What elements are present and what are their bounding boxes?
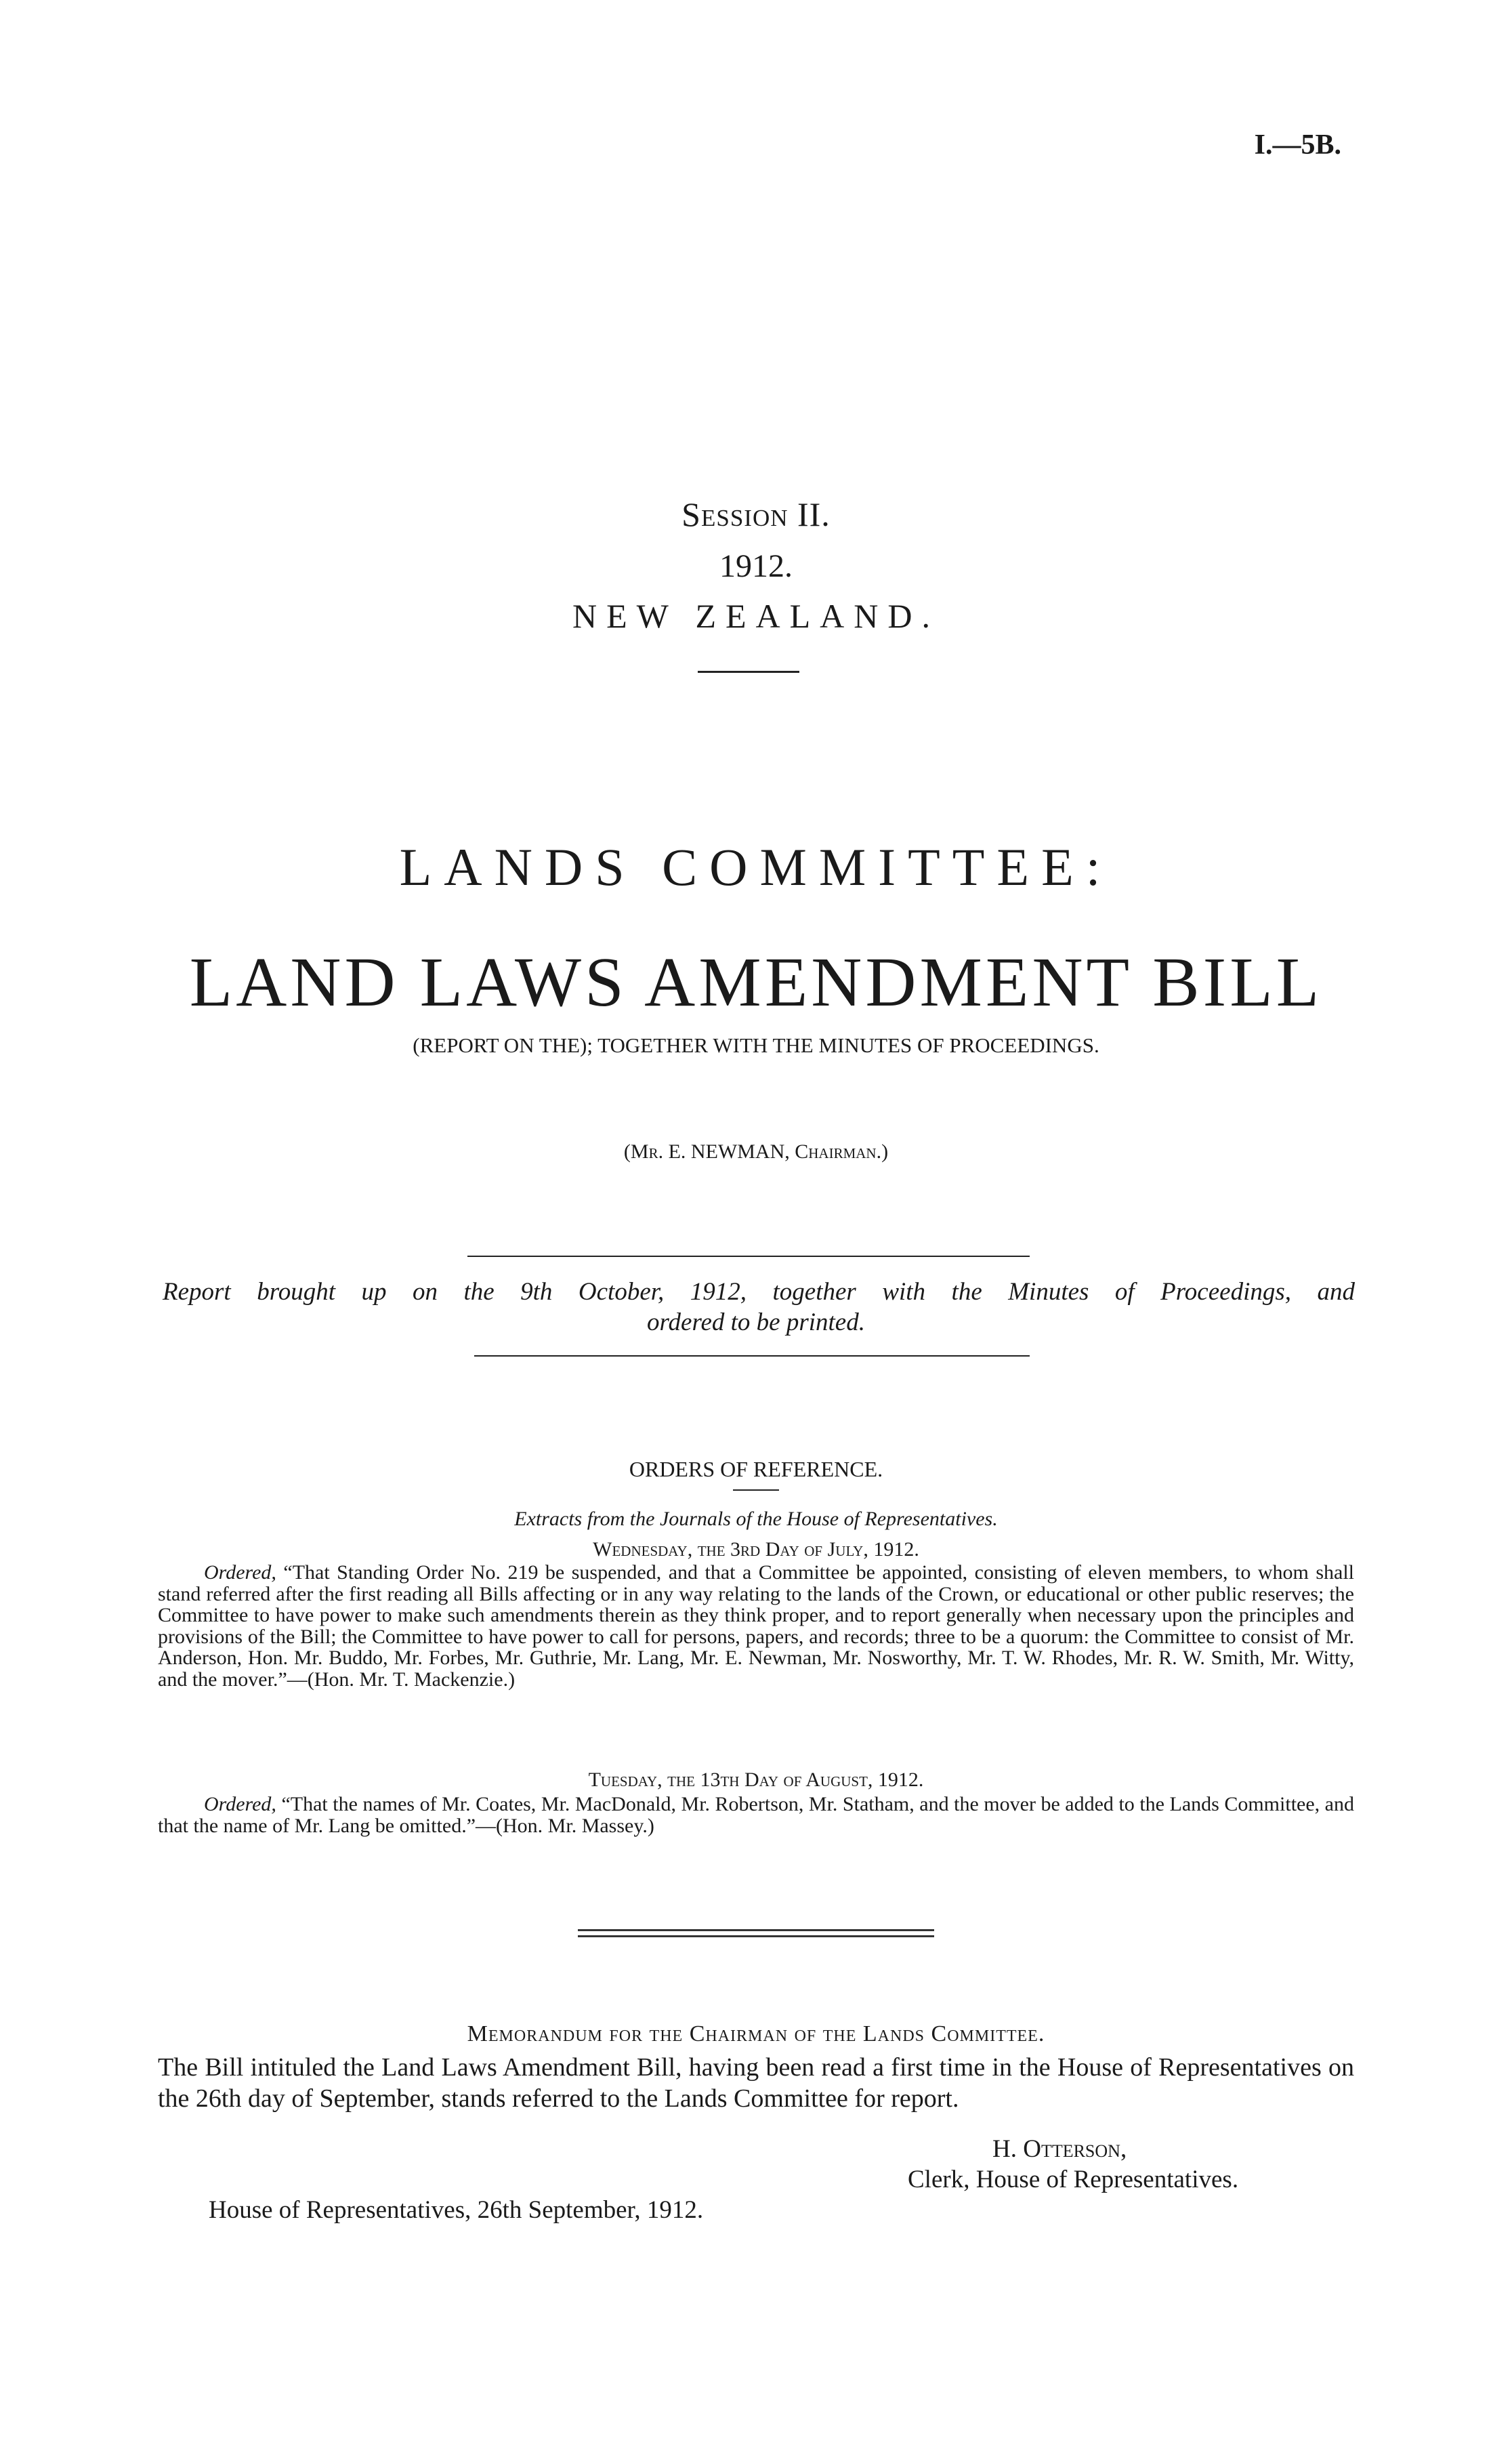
journal-extract-line: Extracts from the Journals of the House of Representatives. bbox=[514, 1508, 998, 1530]
memorandum-heading: Memorandum for the Chairman of the Lands Committee. bbox=[467, 2021, 1045, 2046]
committee-heading: LANDS COMMITTEE: bbox=[399, 838, 1113, 896]
memorandum-place-date: House of Representatives, 26th September, 1912. bbox=[209, 2196, 704, 2224]
title-rule bbox=[698, 671, 799, 673]
chairman-line: (Mr. E. NEWMAN, Chairman.) bbox=[623, 1140, 889, 1163]
report-subtitle: (REPORT ON THE); TOGETHER WITH THE MINUTES OF PROCEEDINGS. bbox=[413, 1033, 1099, 1057]
memorandum-body: The Bill intituled the Land Laws Amendment Bill, having been read a first time in the House of Representatives on the 26th day of September, stands referred to the Lands Committee for report. bbox=[158, 2053, 1354, 2113]
paper-number: I.—5B. bbox=[1254, 129, 1341, 161]
order1-label: Ordered, bbox=[204, 1561, 276, 1584]
order2-label: Ordered, bbox=[204, 1793, 276, 1815]
country-label: NEW ZEALAND. bbox=[572, 597, 940, 635]
rule-below-report bbox=[474, 1355, 1030, 1357]
order2-date: Tuesday, the 13th Day of August, 1912. bbox=[588, 1769, 924, 1791]
report-brought-up-line2: ordered to be printed. bbox=[647, 1308, 865, 1336]
section-double-rule bbox=[578, 1929, 934, 1937]
order2-text: “That the names of Mr. Coates, Mr. MacDonald, Mr. Robertson, Mr. Statham, and the mover be added to the Lands Committee, and that the name of Mr. Lang be omitted.”—(Hon. Mr. Massey.) bbox=[158, 1793, 1354, 1837]
order1-paragraph bbox=[158, 1562, 1354, 1690]
order1-date: Wednesday, the 3rd Day of July, 1912. bbox=[593, 1538, 919, 1561]
rule-above-report bbox=[467, 1256, 1030, 1257]
session-label: Session II. bbox=[681, 495, 831, 533]
signatory-name: H. Otterson, bbox=[992, 2135, 1127, 2163]
order1-text: “That Standing Order No. 219 be suspended, and that a Committee be appointed, consisting of eleven members, to whom shall stand referred after the first reading all Bills affecting or in any way relating to the lands of the Crown, or educational or other public reserves; the Committee to have power to make such amendments therein as they think proper, and to report generally when necessary upon the principles and provisions of the Bill; the Committee to have power to call for persons, papers, and records; three to be a quorum: the Committee to consist of Mr. Anderson, Hon. Mr. Buddo, Mr. Forbes, Mr. Guthrie, Mr. Lang, Mr. E. Newman, Mr. Nosworthy, Mr. T. W. Rhodes, Mr. R. W. Smith, Mr. Witty, and the mover.”—(Hon. Mr. T. Mackenzie.) bbox=[158, 1561, 1354, 1691]
signatory-title: Clerk, House of Representatives. bbox=[908, 2166, 1239, 2193]
order2-paragraph bbox=[158, 1794, 1354, 1836]
orders-heading: ORDERS OF REFERENCE. bbox=[629, 1457, 883, 1481]
report-brought-up-line1: Report brought up on the 9th October, 1912, together with the Minutes of Proceedings, and bbox=[163, 1278, 1355, 1306]
bill-title: LAND LAWS AMENDMENT BILL bbox=[189, 943, 1323, 1021]
year-label: 1912. bbox=[719, 548, 793, 584]
orders-rule bbox=[733, 1489, 779, 1491]
